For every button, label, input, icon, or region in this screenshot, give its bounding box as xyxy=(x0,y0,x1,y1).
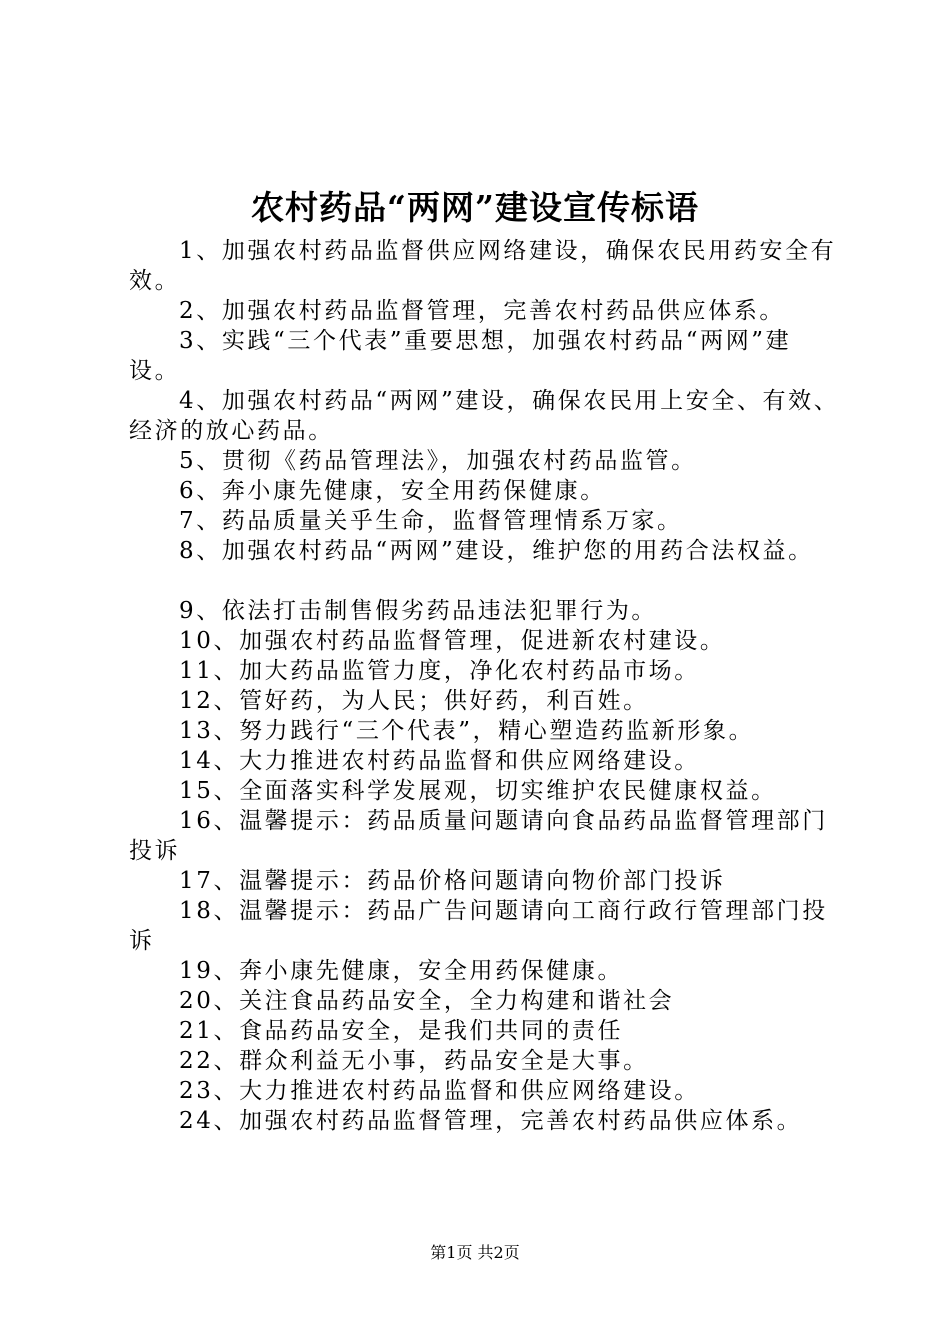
slogan-list xyxy=(129,236,841,1136)
slogan-item: 16、温馨提示：药品质量问题请向食品药品监督管理部门投诉 xyxy=(129,808,828,864)
slogan-item: 8、加强农村药品“两网”建设，维护您的用药合法权益。 xyxy=(179,538,814,564)
slogan-item: 1、加强农村药品监督供应网络建设，确保农民用药安全有效。 xyxy=(129,238,837,294)
slogan-item: 20、关注食品药品安全，全力构建和谐社会 xyxy=(179,988,675,1014)
slogan-item: 19、奔小康先健康，安全用药保健康。 xyxy=(179,958,624,984)
slogan-item: 21、食品药品安全，是我们共同的责任 xyxy=(179,1018,624,1044)
slogan-item: 18、温馨提示：药品广告问题请向工商行政行管理部门投诉 xyxy=(129,898,828,954)
slogan-item: 10、加强农村药品监督管理，促进新农村建设。 xyxy=(179,628,726,654)
slogan-item: 5、贯彻《药品管理法》，加强农村药品监管。 xyxy=(179,448,697,474)
slogan-item: 12、管好药，为人民；供好药，利百姓。 xyxy=(179,688,649,714)
slogan-item: 15、全面落实科学发展观，切实维护农民健康权益。 xyxy=(179,778,777,804)
slogan-item: 9、依法打击制售假劣药品违法犯罪行为。 xyxy=(179,598,658,624)
slogan-item: 3、实践“三个代表”重要思想，加强农村药品“两网”建设。 xyxy=(129,328,792,384)
slogan-item: 11、加大药品监管力度，净化农村药品市场。 xyxy=(179,658,700,684)
slogan-item: 24、加强农村药品监督管理，完善农村药品供应体系。 xyxy=(179,1108,803,1134)
slogan-item: 14、大力推进农村药品监督和供应网络建设。 xyxy=(179,748,700,774)
slogan-item: 23、大力推进农村药品监督和供应网络建设。 xyxy=(179,1078,700,1104)
page-number: 第1页 共2页 xyxy=(430,1243,520,1262)
slogan-item: 6、奔小康先健康，安全用药保健康。 xyxy=(179,478,606,504)
slogan-item: 7、药品质量关乎生命，监督管理情系万家。 xyxy=(179,508,683,534)
slogan-item: 22、群众利益无小事，药品安全是大事。 xyxy=(179,1048,649,1074)
slogan-item: 13、努力践行“三个代表”，精心塑造药监新形象。 xyxy=(179,718,755,744)
blank-line xyxy=(129,566,841,596)
slogan-item: 4、加强农村药品“两网”建设，确保农民用上安全、有效、经济的放心药品。 xyxy=(129,388,840,444)
slogan-item: 17、温馨提示：药品价格问题请向物价部门投诉 xyxy=(179,868,726,894)
document-title: 农村药品“两网”建设宣传标语 xyxy=(251,188,699,227)
slogan-item: 2、加强农村药品监督管理，完善农村药品供应体系。 xyxy=(179,298,786,324)
